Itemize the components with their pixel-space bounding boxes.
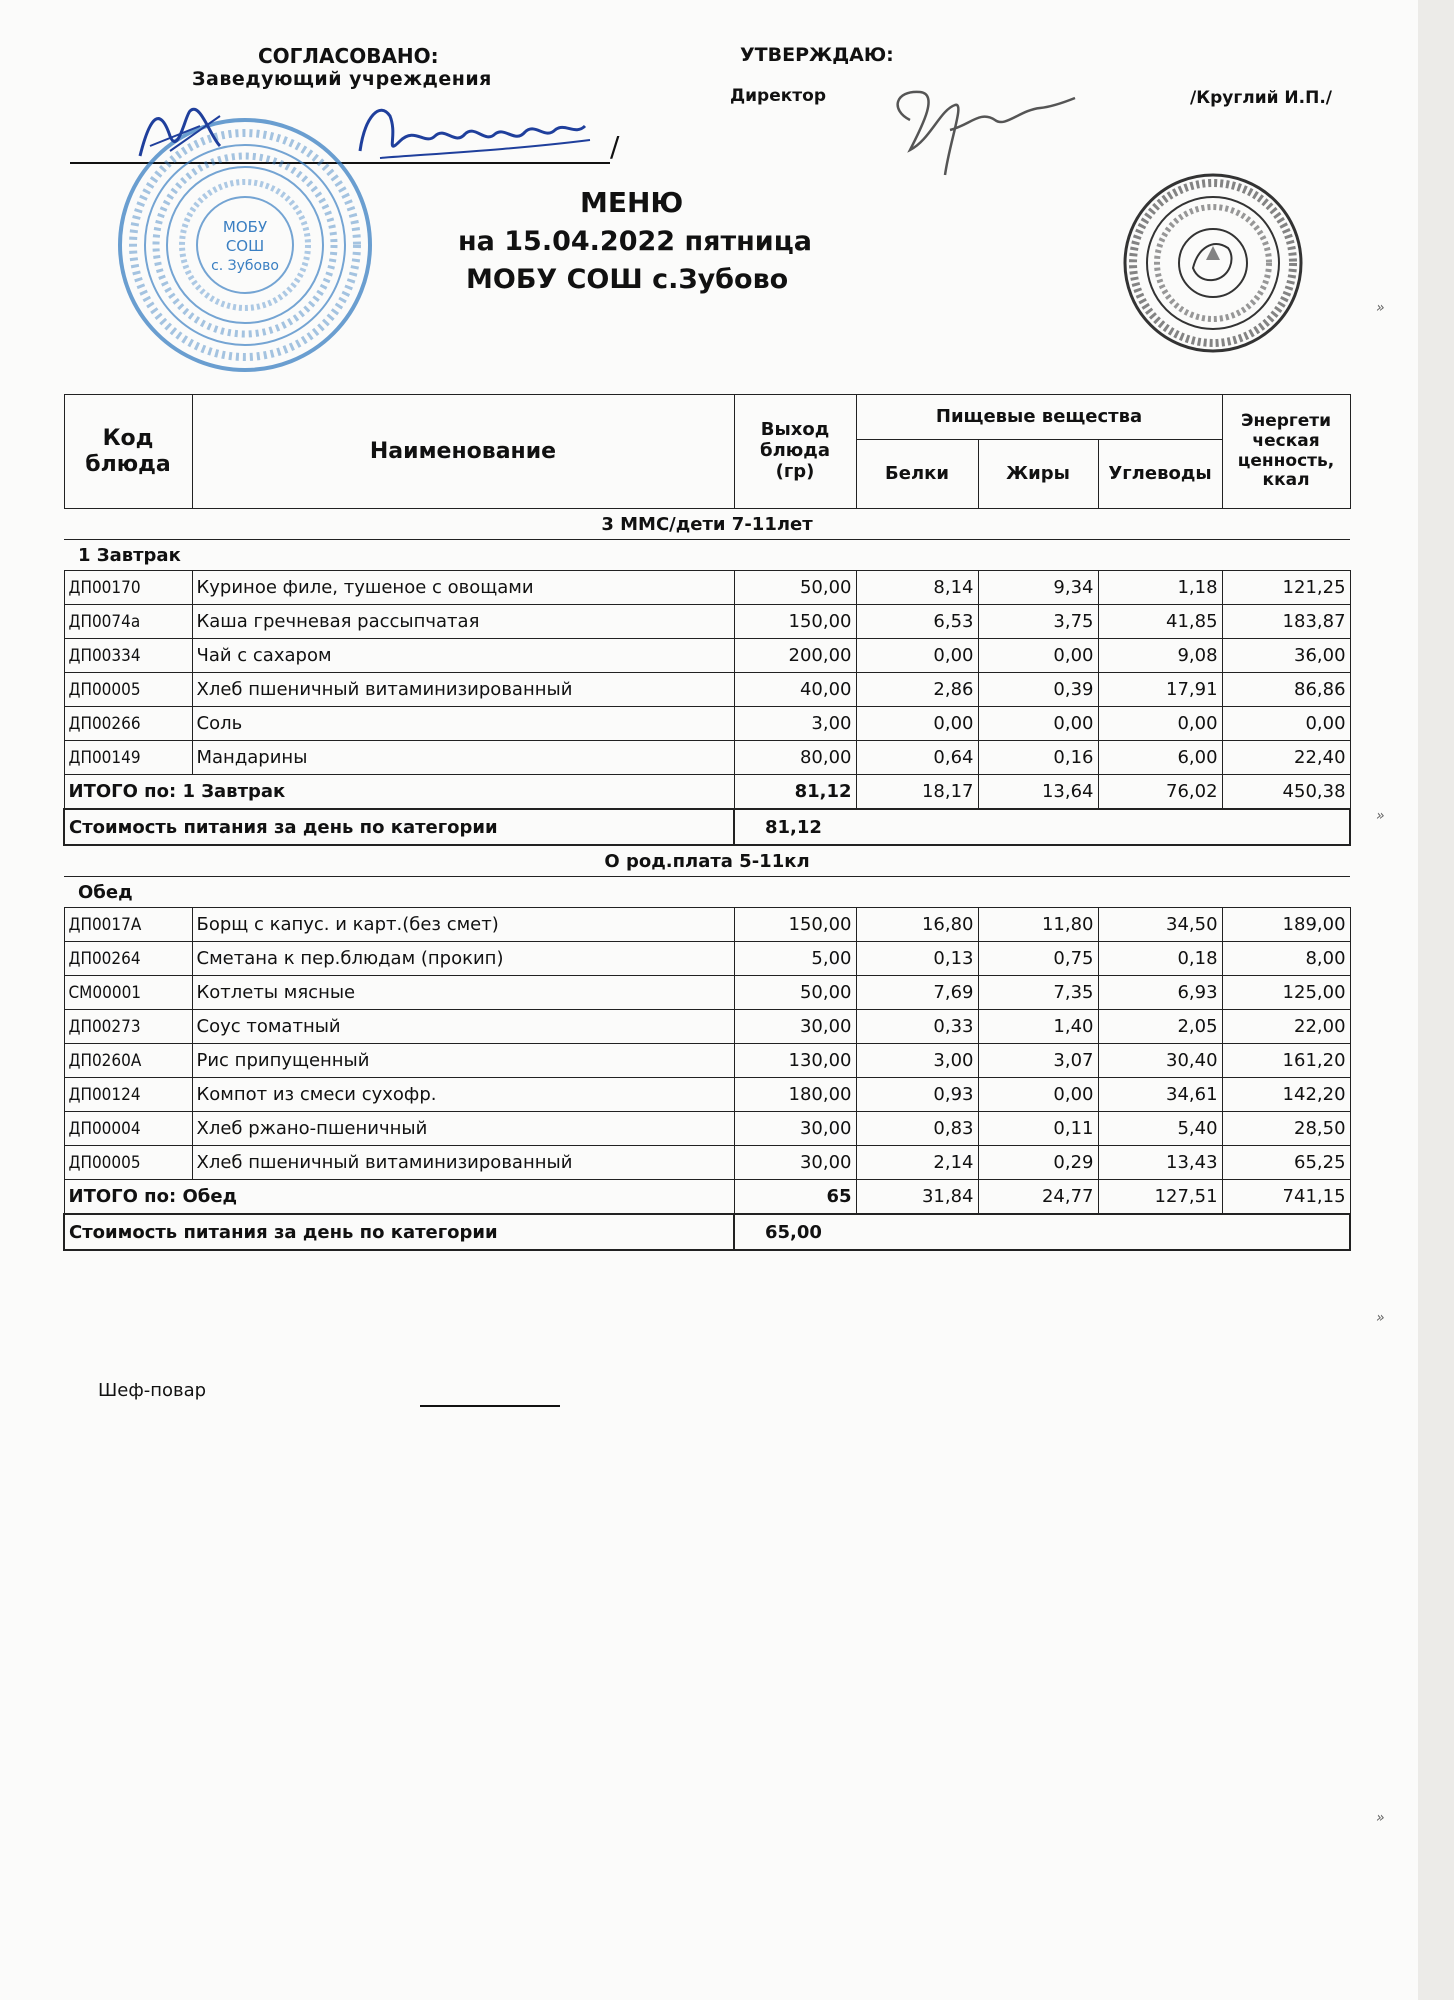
dish-protein: 3,00	[856, 1044, 978, 1078]
dish-name: Чай с сахаром	[192, 639, 734, 673]
director-signature	[880, 80, 1080, 190]
cost-value: 81,12	[734, 809, 1350, 845]
dish-yield: 130,00	[734, 1044, 856, 1078]
dish-code: ДП00273	[64, 1010, 192, 1044]
dish-name: Хлеб ржано-пшеничный	[192, 1112, 734, 1146]
dish-code: ДП00005	[64, 1146, 192, 1180]
dish-carbs: 17,91	[1098, 673, 1222, 707]
header-carbs: Углеводы	[1098, 440, 1222, 509]
total-protein: 31,84	[856, 1180, 978, 1215]
dish-protein: 6,53	[856, 605, 978, 639]
section-title-row	[64, 509, 1350, 540]
header-energy: Энергети ческая ценность, ккал	[1222, 395, 1350, 509]
table-row	[64, 908, 1350, 942]
dish-protein: 7,69	[856, 976, 978, 1010]
dish-name: Борщ с капус. и карт.(без смет)	[192, 908, 734, 942]
director-stamp	[1118, 168, 1308, 358]
dish-carbs: 13,43	[1098, 1146, 1222, 1180]
dish-protein: 0,13	[856, 942, 978, 976]
stamp-line-3: с. Зубово	[211, 258, 279, 274]
dish-name: Каша гречневая рассыпчатая	[192, 605, 734, 639]
document-organization: МОБУ СОШ с.Зубово	[466, 264, 789, 295]
dish-code: ДП00004	[64, 1112, 192, 1146]
table-row	[64, 942, 1350, 976]
dish-protein: 0,83	[856, 1112, 978, 1146]
dish-yield: 30,00	[734, 1112, 856, 1146]
total-row	[64, 775, 1350, 810]
dish-fat: 1,40	[978, 1010, 1098, 1044]
total-protein: 18,17	[856, 775, 978, 810]
table-row	[64, 673, 1350, 707]
meal-title-row	[64, 877, 1350, 908]
table-row	[64, 605, 1350, 639]
dish-energy: 65,25	[1222, 1146, 1350, 1180]
section-title-row	[64, 845, 1350, 877]
dish-yield: 5,00	[734, 942, 856, 976]
dish-carbs: 6,93	[1098, 976, 1222, 1010]
total-carbs: 76,02	[1098, 775, 1222, 810]
agreed-role: Заведующий учреждения	[192, 68, 492, 90]
total-yield: 81,12	[734, 775, 856, 810]
meal-title-row	[64, 540, 1350, 571]
total-fat: 13,64	[978, 775, 1098, 810]
dish-energy: 142,20	[1222, 1078, 1350, 1112]
dish-name: Сметана к пер.блюдам (прокип)	[192, 942, 734, 976]
chef-signature-line	[420, 1405, 560, 1407]
dish-fat: 0,11	[978, 1112, 1098, 1146]
dish-carbs: 34,61	[1098, 1078, 1222, 1112]
dish-yield: 50,00	[734, 976, 856, 1010]
dish-code: ДП00334	[64, 639, 192, 673]
dish-yield: 50,00	[734, 571, 856, 605]
dish-fat: 7,35	[978, 976, 1098, 1010]
header-code: Код блюда	[64, 395, 192, 509]
stamp-line-2: СОШ	[225, 237, 265, 255]
total-label: ИТОГО по: Обед	[64, 1180, 734, 1215]
dish-yield: 200,00	[734, 639, 856, 673]
dish-energy: 22,40	[1222, 741, 1350, 775]
table-row	[64, 707, 1350, 741]
dish-name: Хлеб пшеничный витаминизированный	[192, 1146, 734, 1180]
dish-yield: 80,00	[734, 741, 856, 775]
dish-protein: 0,00	[856, 639, 978, 673]
dish-yield: 150,00	[734, 908, 856, 942]
agreed-label: СОГЛАСОВАНО:	[258, 44, 439, 68]
dish-code: СМ00001	[64, 976, 192, 1010]
dish-protein: 2,86	[856, 673, 978, 707]
section-title: 3 ММС/дети 7-11лет	[64, 509, 1350, 540]
dish-fat: 0,00	[978, 707, 1098, 741]
dish-protein: 0,93	[856, 1078, 978, 1112]
header-row	[64, 395, 1350, 440]
dish-code: ДП00124	[64, 1078, 192, 1112]
dish-code: ДП0074а	[64, 605, 192, 639]
total-energy: 741,15	[1222, 1180, 1350, 1215]
table-row	[64, 1010, 1350, 1044]
dish-carbs: 1,18	[1098, 571, 1222, 605]
dish-carbs: 41,85	[1098, 605, 1222, 639]
dish-carbs: 34,50	[1098, 908, 1222, 942]
table-row	[64, 976, 1350, 1010]
header-yield: Выход блюда (гр)	[734, 395, 856, 509]
scan-mark: »	[1376, 1310, 1385, 1326]
dish-code: ДП0260А	[64, 1044, 192, 1078]
dish-protein: 16,80	[856, 908, 978, 942]
total-fat: 24,77	[978, 1180, 1098, 1215]
cost-row	[64, 1214, 1350, 1250]
meal-title: 1 Завтрак	[64, 540, 1350, 571]
dish-name: Мандарины	[192, 741, 734, 775]
total-label: ИТОГО по: 1 Завтрак	[64, 775, 734, 810]
total-carbs: 127,51	[1098, 1180, 1222, 1215]
table-row	[64, 639, 1350, 673]
dish-fat: 0,39	[978, 673, 1098, 707]
dish-yield: 150,00	[734, 605, 856, 639]
dish-energy: 22,00	[1222, 1010, 1350, 1044]
total-row	[64, 1180, 1350, 1215]
header-name: Наименование	[192, 395, 734, 509]
dish-carbs: 2,05	[1098, 1010, 1222, 1044]
dish-fat: 9,34	[978, 571, 1098, 605]
table-row	[64, 1146, 1350, 1180]
dish-fat: 0,29	[978, 1146, 1098, 1180]
dish-energy: 28,50	[1222, 1112, 1350, 1146]
approve-role: Директор	[730, 86, 826, 106]
dish-yield: 40,00	[734, 673, 856, 707]
agreed-signature	[130, 96, 650, 176]
dish-fat: 0,16	[978, 741, 1098, 775]
dish-carbs: 0,00	[1098, 707, 1222, 741]
table-row	[64, 1078, 1350, 1112]
dish-fat: 3,75	[978, 605, 1098, 639]
cost-value: 65,00	[734, 1214, 1350, 1250]
dish-name: Соус томатный	[192, 1010, 734, 1044]
document-date: на 15.04.2022 пятница	[458, 226, 812, 257]
dish-code: ДП0017А	[64, 908, 192, 942]
dish-name: Компот из смеси сухофр.	[192, 1078, 734, 1112]
header-nutrients: Пищевые вещества	[856, 395, 1222, 440]
dish-yield: 3,00	[734, 707, 856, 741]
dish-energy: 161,20	[1222, 1044, 1350, 1078]
table-row	[64, 1112, 1350, 1146]
stamp-line-1: МОБУ	[222, 218, 268, 236]
document-title: МЕНЮ	[580, 186, 684, 219]
dish-name: Рис припущенный	[192, 1044, 734, 1078]
dish-code: ДП00264	[64, 942, 192, 976]
meal-title: Обед	[64, 877, 1350, 908]
dish-protein: 0,64	[856, 741, 978, 775]
dish-name: Куриное филе, тушеное с овощами	[192, 571, 734, 605]
menu-table	[63, 394, 1351, 1251]
scan-mark: »	[1376, 300, 1385, 316]
dish-fat: 0,00	[978, 1078, 1098, 1112]
dish-name: Котлеты мясные	[192, 976, 734, 1010]
section-title: О род.плата 5-11кл	[64, 845, 1350, 877]
cost-label: Стоимость питания за день по категории	[64, 809, 734, 845]
cost-row	[64, 809, 1350, 845]
dish-carbs: 6,00	[1098, 741, 1222, 775]
dish-energy: 36,00	[1222, 639, 1350, 673]
table-row	[64, 571, 1350, 605]
header-fat: Жиры	[978, 440, 1098, 509]
dish-energy: 8,00	[1222, 942, 1350, 976]
dish-energy: 183,87	[1222, 605, 1350, 639]
signature-slash: /	[610, 130, 620, 163]
dish-protein: 0,00	[856, 707, 978, 741]
dish-name: Соль	[192, 707, 734, 741]
cost-label: Стоимость питания за день по категории	[64, 1214, 734, 1250]
dish-carbs: 5,40	[1098, 1112, 1222, 1146]
dish-fat: 0,00	[978, 639, 1098, 673]
dish-code: ДП00170	[64, 571, 192, 605]
dish-energy: 86,86	[1222, 673, 1350, 707]
dish-carbs: 30,40	[1098, 1044, 1222, 1078]
director-name: /Круглий И.П./	[1190, 88, 1333, 108]
dish-fat: 0,75	[978, 942, 1098, 976]
dish-code: ДП00005	[64, 673, 192, 707]
dish-yield: 30,00	[734, 1146, 856, 1180]
header-protein: Белки	[856, 440, 978, 509]
dish-carbs: 9,08	[1098, 639, 1222, 673]
dish-code: ДП00149	[64, 741, 192, 775]
dish-yield: 180,00	[734, 1078, 856, 1112]
dish-energy: 0,00	[1222, 707, 1350, 741]
dish-protein: 0,33	[856, 1010, 978, 1044]
approve-label: УТВЕРЖДАЮ:	[740, 44, 894, 66]
dish-fat: 3,07	[978, 1044, 1098, 1078]
dish-protein: 8,14	[856, 571, 978, 605]
dish-yield: 30,00	[734, 1010, 856, 1044]
dish-energy: 125,00	[1222, 976, 1350, 1010]
dish-fat: 11,80	[978, 908, 1098, 942]
dish-energy: 121,25	[1222, 571, 1350, 605]
dish-energy: 189,00	[1222, 908, 1350, 942]
scan-edge	[1418, 0, 1454, 2000]
dish-name: Хлеб пшеничный витаминизированный	[192, 673, 734, 707]
dish-code: ДП00266	[64, 707, 192, 741]
scan-mark: »	[1376, 1810, 1385, 1826]
table-row	[64, 741, 1350, 775]
dish-protein: 2,14	[856, 1146, 978, 1180]
total-yield: 65	[734, 1180, 856, 1215]
total-energy: 450,38	[1222, 775, 1350, 810]
dish-carbs: 0,18	[1098, 942, 1222, 976]
chef-label: Шеф-повар	[98, 1380, 207, 1401]
scan-mark: »	[1376, 808, 1385, 824]
table-row	[64, 1044, 1350, 1078]
